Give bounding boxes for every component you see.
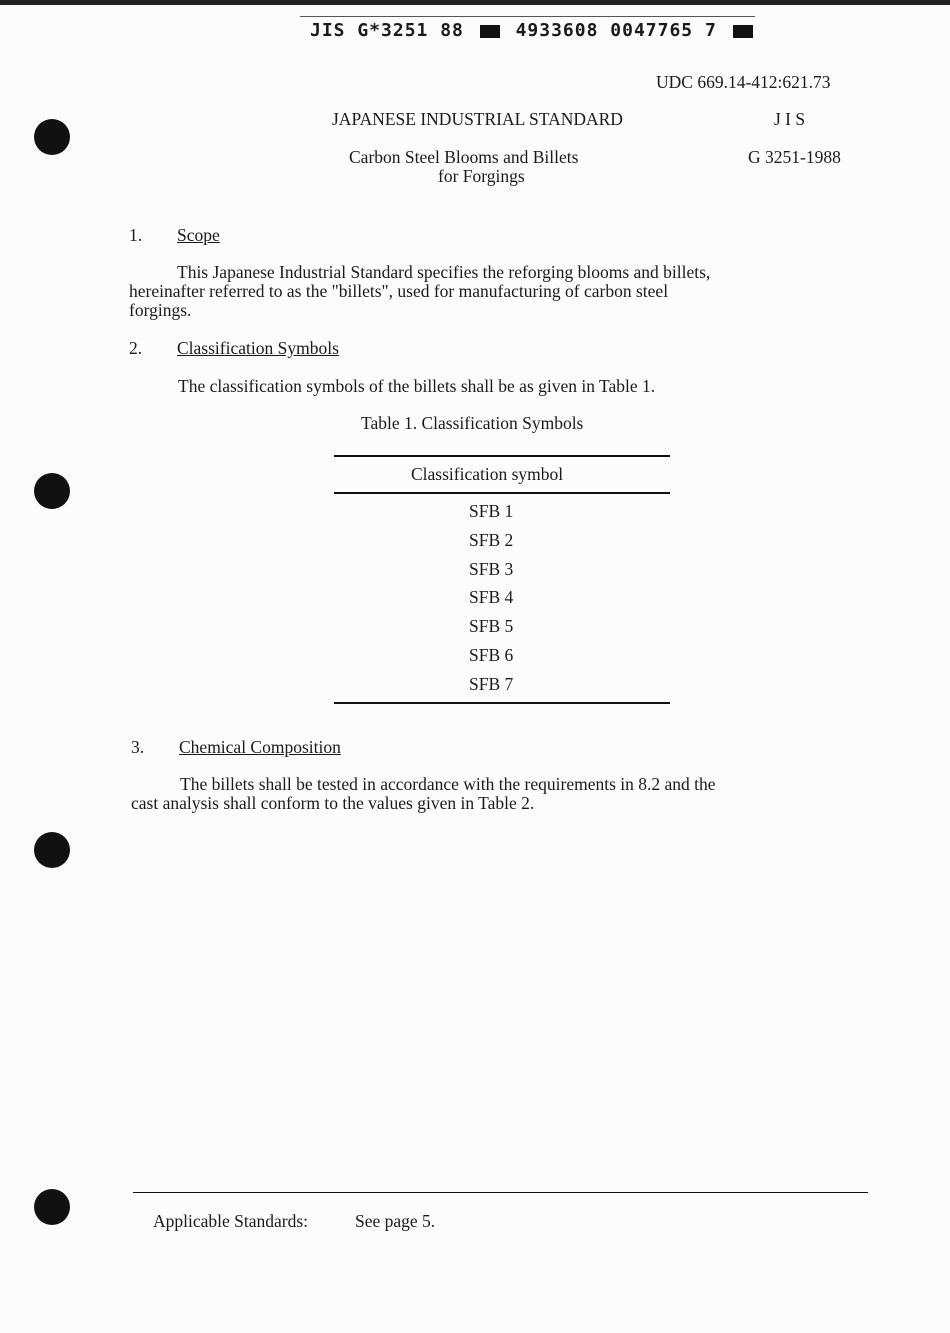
header-rule	[300, 16, 755, 17]
code-left: JIS G*3251 88	[310, 20, 464, 41]
catalog-code	[310, 20, 757, 41]
udc-number: UDC 669.14-412:621.73	[656, 72, 831, 92]
paragraph-line: The classification symbols of the billets shall be as given in Table 1.	[178, 376, 656, 396]
table-row: SFB 5	[469, 616, 514, 636]
table-header: Classification symbol	[411, 464, 564, 484]
table-top-rule	[334, 455, 670, 457]
standard-heading: JAPANESE INDUSTRIAL STANDARD	[332, 109, 623, 129]
table-row: SFB 1	[469, 501, 514, 521]
punch-hole	[34, 832, 70, 868]
standard-number: G 3251-1988	[748, 147, 841, 167]
footer-rule	[133, 1192, 868, 1193]
paragraph-line: forgings.	[129, 300, 192, 320]
section-title-chemical: Chemical Composition	[179, 737, 341, 757]
footer-label: Applicable Standards:	[153, 1211, 309, 1231]
table-row: SFB 6	[469, 645, 514, 665]
paragraph-line: cast analysis shall conform to the values given in Table 2.	[131, 793, 535, 813]
jis-label: J I S	[774, 109, 806, 129]
title-line-1: Carbon Steel Blooms and Billets	[349, 147, 579, 167]
punch-hole	[34, 119, 70, 155]
punch-hole	[34, 1189, 70, 1225]
paragraph-line: The billets shall be tested in accordance with the requirements in 8.2 and the	[180, 774, 716, 794]
section-number: 1.	[129, 225, 143, 245]
section-number: 3.	[131, 737, 145, 757]
barcode-block	[480, 25, 500, 38]
table-row: SFB 7	[469, 674, 514, 694]
table-row: SFB 3	[469, 559, 514, 579]
punch-hole	[34, 473, 70, 509]
paragraph-line: hereinafter referred to as the "billets", used for manufacturing of carbon steel	[129, 281, 669, 301]
scan-edge	[0, 0, 950, 5]
table-bottom-rule	[334, 702, 670, 704]
table-header-rule	[334, 492, 670, 494]
title-line-2: for Forgings	[438, 166, 525, 186]
table-row: SFB 4	[469, 587, 514, 607]
section-number: 2.	[129, 338, 143, 358]
section-title-scope: Scope	[177, 225, 220, 245]
barcode-block	[733, 25, 753, 38]
footer-value: See page 5.	[355, 1211, 436, 1231]
section-title-classification: Classification Symbols	[177, 338, 339, 358]
code-middle: 4933608 0047765 7	[515, 20, 717, 41]
table-row: SFB 2	[469, 530, 514, 550]
table-caption: Table 1. Classification Symbols	[361, 413, 584, 433]
paragraph-line: This Japanese Industrial Standard specifies the reforging blooms and billets,	[177, 262, 711, 282]
